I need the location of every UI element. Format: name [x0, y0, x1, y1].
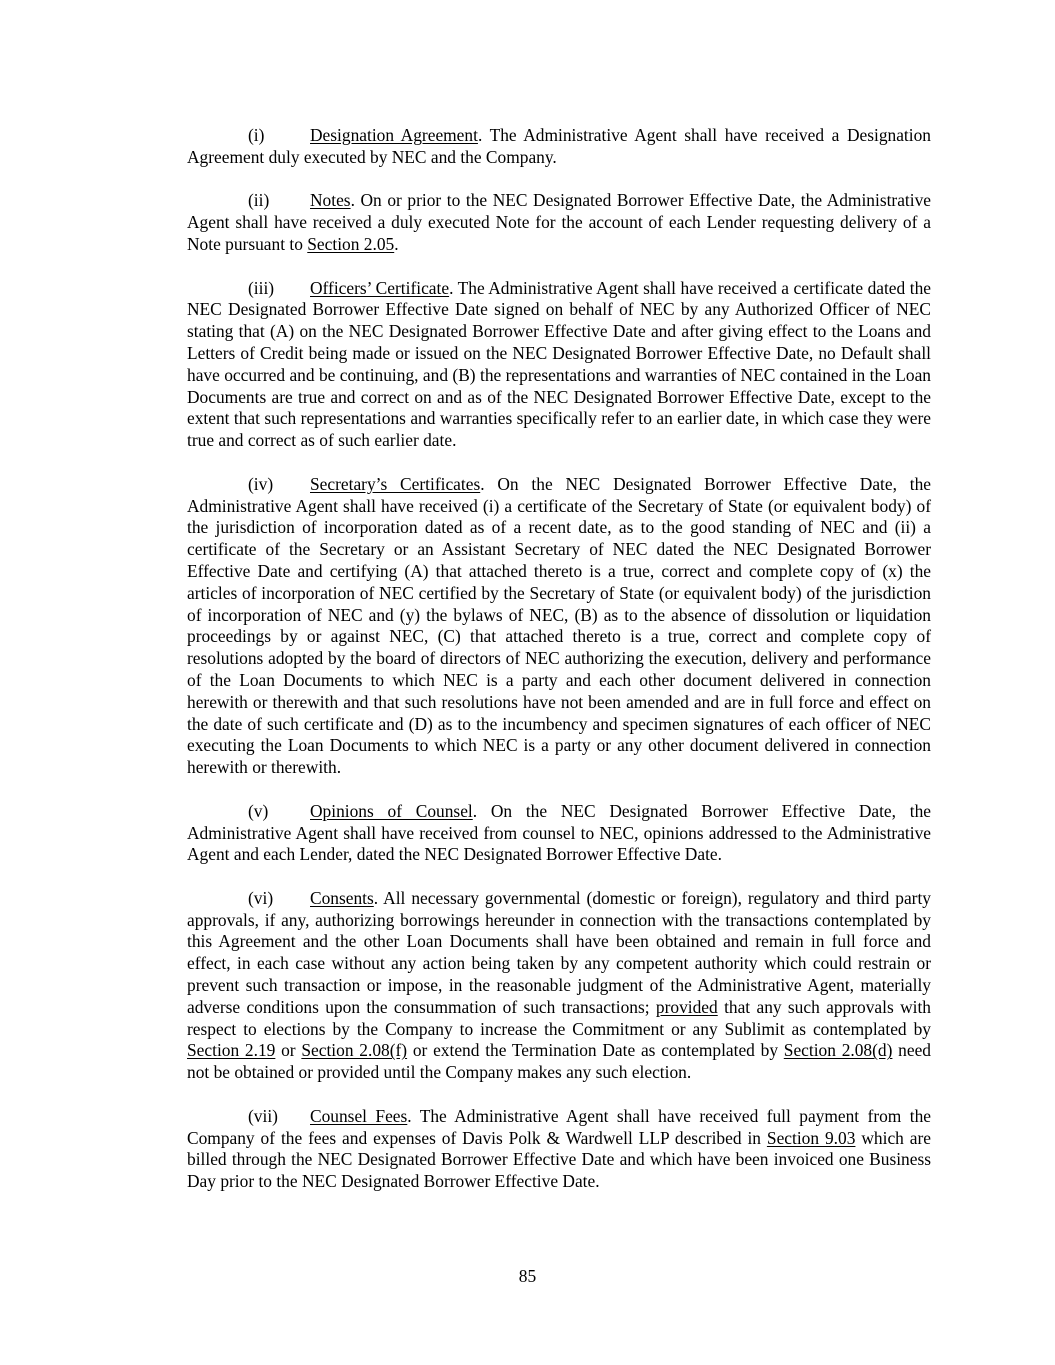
section-number: (v): [248, 800, 269, 821]
section-paragraph: [187, 125, 931, 169]
cross-reference: provided: [655, 996, 718, 1017]
section-paragraph: [187, 801, 931, 866]
section-text: need not be obtained or provided until the Company makes any such election.: [187, 1040, 932, 1083]
cross-reference: Section 2.19: [187, 1040, 276, 1061]
section-heading: Officers’ Certificate: [310, 277, 450, 298]
section-heading: Notes: [310, 190, 351, 211]
section-text: . On the NEC Designated Borrower Effective Date, the Administrative Agent shall have received from counsel to NEC, opinions addressed to the Administrative Agent and each Lender, dated the NEC Designated Borrower Effective Date.: [187, 800, 931, 865]
section-paragraph: [187, 1106, 931, 1193]
document-body: [187, 125, 931, 1215]
section-heading: Consents: [310, 887, 374, 908]
section-number: (iv): [248, 473, 274, 494]
section-heading: Designation Agreement: [310, 125, 478, 145]
section-text: . The Administrative Agent shall have received full payment from the Company of the fees and expenses of Davis Polk & Wardwell LLP described in: [187, 1105, 931, 1148]
section-text: . All necessary governmental (domestic or foreign), regulatory and third party approvals, if any, authorizing borrowings hereunder in connection with the transactions contemplated by this Agreement and the other Loan Documents shall have been obtained and remain in full force and effect, in each case without any action being taken by any competent authority which could restrain or prevent such transaction or impose, in the reasonable judgment of the Administrative Agent, materially adverse conditions upon the consummation of such transactions;: [187, 887, 931, 1017]
section-text: .: [394, 233, 399, 254]
section-heading: Secretary’s Certificates: [310, 473, 481, 494]
section-text: which are billed through the NEC Designated Borrower Effective Date and which have been invoiced one Business Day prior to the NEC Designated Borrower Effective Date.: [187, 1127, 932, 1192]
section-number: (iii): [248, 277, 275, 298]
section-paragraph: [187, 278, 931, 452]
section-text: or: [275, 1040, 302, 1061]
section-heading: Opinions of Counsel: [310, 800, 473, 821]
page-number: 85: [518, 1266, 537, 1286]
section-paragraph: [187, 190, 931, 255]
section-text: . The Administrative Agent shall have received a certificate dated the NEC Designated Borrower Effective Date signed on behalf of NEC by any Authorized Officer of NEC stating that (A) on the NEC Designated Borrower Effective Date and after giving effect to the Loans and Letters of Credit being made or issued on the NEC Designated Borrower Effective Date, no Default shall have occurred and be continuing, and (B) the representations and warranties of NEC contained in the Loan Documents are true and correct on and as of the NEC Designated Borrower Effective Date, except to the extent that such representations and warranties specifically refer to an earlier date, in which case they were true and correct as of such earlier date.: [187, 277, 931, 451]
section-number: (vi): [248, 887, 274, 908]
section-text: that any such approvals with respect to elections by the Company to increase the Commitment or any Sublimit as contemplated by: [187, 996, 931, 1039]
cross-reference: Section 2.08(f): [301, 1040, 408, 1061]
section-paragraph: [187, 474, 931, 779]
section-text: or extend the Termination Date as contemplated by: [407, 1040, 784, 1061]
section-number: (i): [248, 125, 265, 145]
section-number: (vii): [248, 1105, 278, 1126]
cross-reference: Section 2.08(d): [783, 1040, 893, 1061]
section-number: (ii): [248, 190, 270, 211]
cross-reference: Section 2.05: [307, 233, 395, 254]
section-text: . On or prior to the NEC Designated Borrower Effective Date, the Administrative Agent shall have received a duly executed Note for the account of each Lender requesting delivery of a Note pursuant to: [187, 190, 931, 254]
cross-reference: Section 9.03: [766, 1127, 856, 1148]
section-text: . On the NEC Designated Borrower Effective Date, the Administrative Agent shall have received (i) a certificate of the Secretary of State (or equivalent body) of the jurisdiction of incorporation dated as of a recent date, as to the good standing of NEC and (ii) a certificate of the Secretary or an Assistant Secretary of NEC dated the NEC Designated Borrower Effective Date and certifying (A) that attached thereto is a true, correct and complete copy of (x) the articles of incorporation of NEC certified by the Secretary of State (or equivalent body) of the jurisdiction of incorporation of NEC and (y) the bylaws of NEC, (B) as to the absence of dissolution or liquidation proceedings by or against NEC, (C) that attached thereto is a true, correct and complete copy of resolutions adopted by the board of directors of NEC authorizing the execution, delivery and performance of the Loan Documents to which NEC is a party and each other document delivered in connection herewith or therewith and that such resolutions have not been amended and are in full force and effect on the date of such certificate and (D) as to the incumbency and specimen signatures of each officer of NEC executing the Loan Documents to which NEC is a party or any other document delivered in connection herewith or therewith.: [187, 473, 931, 778]
section-heading: Counsel Fees: [310, 1105, 408, 1126]
section-paragraph: [187, 888, 931, 1084]
section-text: . The Administrative Agent shall have received a Designation Agreement duly executed by NEC and the Company.: [187, 125, 931, 167]
